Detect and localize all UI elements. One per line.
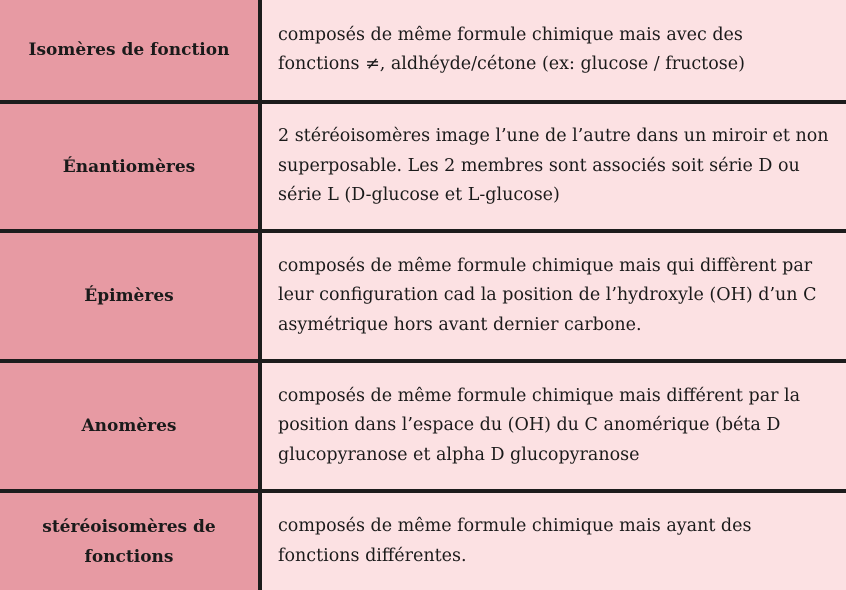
definition-cell [262, 233, 846, 359]
definition-text: 2 stéréoisomères image l’une de l’autre dans un miroir et non superposable. Les 2 membres sont associés soit série D ou série L (D-glucose et L-glucose) [278, 126, 829, 206]
definition-cell [262, 493, 846, 590]
definition-cell [262, 0, 846, 100]
definition-text: composés de même formule chimique mais différent par la position dans l’espace du (OH) du C anomérique (béta D glucopyranose et alpha D glucopyranose [278, 385, 801, 465]
table-row [0, 233, 846, 359]
table-row [0, 493, 846, 590]
table-row [0, 0, 846, 100]
term-cell: Isomères de fonction [0, 0, 258, 100]
definition-text: composés de même formule chimique mais qui diffèrent par leur configuration cad la position de l’hydroxyle (OH) d’un C asymétrique hors avant dernier carbone. [278, 255, 817, 335]
definition-cell [262, 363, 846, 489]
term-cell: Énantiomères [0, 104, 258, 229]
table-row [0, 104, 846, 229]
table-row [0, 363, 846, 489]
term-cell: Épimères [0, 233, 258, 359]
definition-text: composés de même formule chimique mais avec des fonctions ≠, aldhéyde/cétone (ex: glucose / fructose) [278, 24, 745, 74]
term-cell: Anomères [0, 363, 258, 489]
definition-text: composés de même formule chimique mais ayant des fonctions différentes. [278, 516, 752, 566]
definition-cell [262, 104, 846, 229]
term-cell: stéréoisomères de fonctions [0, 493, 258, 590]
